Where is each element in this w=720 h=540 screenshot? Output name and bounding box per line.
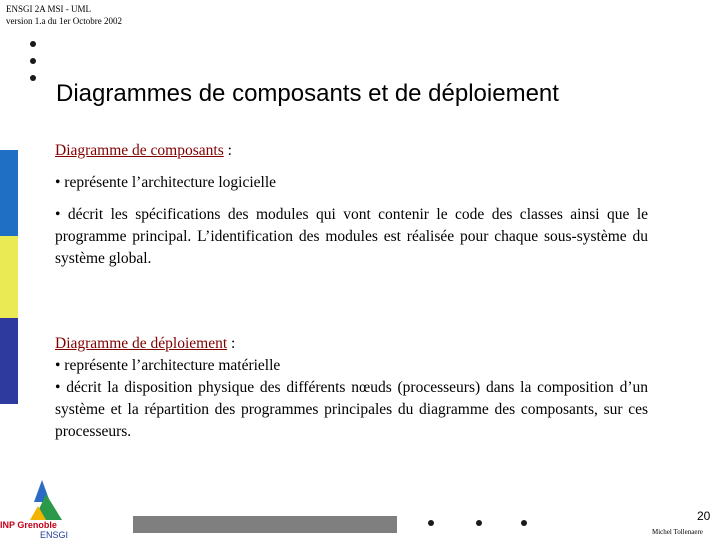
bullet-dot-decoration [30, 75, 36, 81]
components-bullet-2: • décrit les spécifications des modules qui vont contenir le code des classes ainsi que le programme principal. L’identification des modules est réalisée pour chaque sous-système du système global. [55, 206, 648, 267]
footer-dot [428, 520, 434, 526]
inp-grenoble-logo-icon [0, 476, 82, 540]
deployment-heading-colon: : [227, 335, 236, 352]
left-band-yellow [0, 236, 18, 318]
slide-header [6, 3, 122, 27]
bullet-dot-decoration [30, 41, 36, 47]
section-components [55, 140, 648, 162]
bullet-dot-decoration [30, 58, 36, 64]
footer-dot [476, 520, 482, 526]
section-deployment [55, 333, 648, 355]
left-band-blue [0, 150, 18, 236]
deployment-bullet-1: • représente l’architecture matérielle [55, 357, 281, 374]
deployment-heading: Diagramme de déploiement [55, 335, 228, 352]
footer-dot [521, 520, 527, 526]
page-number: 20 [697, 509, 711, 523]
components-heading: Diagramme de composants [55, 142, 224, 159]
components-heading-colon: : [223, 142, 232, 159]
course-label: ENSGI 2A MSI - UML [6, 4, 92, 14]
version-label: version 1.a du 1er Octobre 2002 [6, 16, 122, 26]
logo-text-top: INP Grenoble [0, 520, 57, 530]
author-name: Michel Tollenaere [652, 528, 703, 536]
left-band-navy [0, 318, 18, 404]
deployment-bullet-2: • décrit la disposition physique des différents nœuds (processeurs) dans la composition d’un système et la répartition des programmes principales du diagramme des composants, sur ces processeurs. [55, 379, 648, 440]
footer-bar [133, 516, 397, 533]
logo-text-bottom: ENSGI [40, 530, 69, 540]
components-bullet-1: • représente l’architecture logicielle [55, 174, 277, 191]
slide-title: Diagrammes de composants et de déploiement [56, 80, 559, 107]
